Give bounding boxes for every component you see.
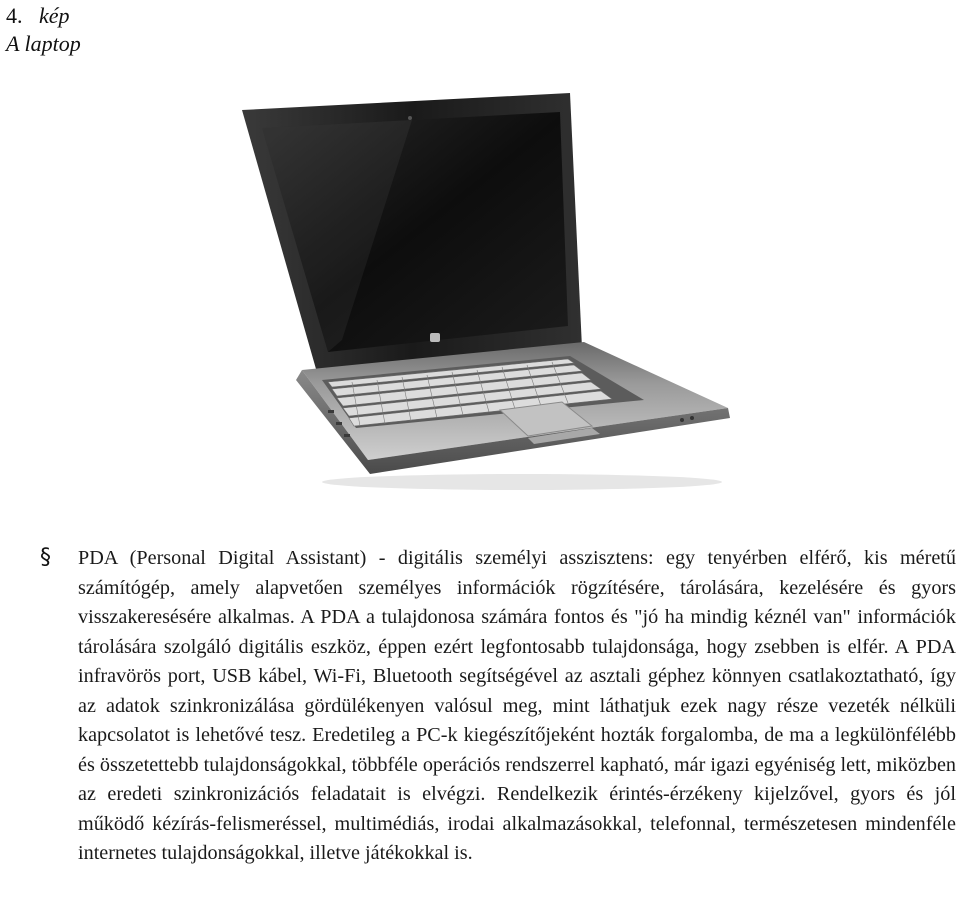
caption-number: 4. (6, 3, 23, 28)
laptop-shadow (322, 474, 722, 490)
caption-title: A laptop (6, 31, 81, 56)
audio-jack (680, 418, 684, 422)
laptop-photo (232, 90, 732, 490)
figure-caption (6, 2, 81, 58)
section-sign-icon: § (40, 545, 51, 570)
caption-number-line (6, 2, 81, 30)
laptop-illustration (232, 90, 732, 490)
pda-description: PDA (Personal Digital Assistant) - digitális személyi asszisztens: egy tenyérben elférő, kis méretű számítógép, amely alapvetően személyes információk rögzítésére, tárolására, kezelésére és gyors visszakeresésére alkalmas. A PDA a tulajdonosa számára fontos és "jó ha mindig kéznél van" információk tárolására szolgáló digitális eszköz, éppen ezért legfontosabb tulajdonsága, hogy zsebben is elfér. A PDA infravörös port, USB kábel, Wi-Fi, Bluetooth segítségével az asztali géphez könnyen csatlakoztatható, így az adatok szinkronizálása gördülékenyen valósul meg, mint láthatjuk ezek nagy része vezeték nélküli kapcsolatot is lehetővé tesz. Eredetileg a PC-k kiegészítőjeként hozták forgalomba, de ma a legkülönfélébb és összetettebb tulajdonságokkal, többféle operációs rendszerrel kapható, már igazi egyéniség lett, miközben az eredeti szinkronizációs feladatait is elvégzi. Rendelkezik érintés-érzékeny kijelzővel, gyors és jól működő kézírás-felismeréssel, multimédiás, irodai alkalmazásokkal, telefonnal, természetesen mindenféle internetes tulajdonságokkal, illetve játékokkal is. (78, 547, 956, 864)
webcam-dot (408, 116, 412, 120)
caption-label: kép (39, 3, 70, 28)
logo-icon (430, 333, 440, 342)
audio-jack (690, 416, 694, 420)
